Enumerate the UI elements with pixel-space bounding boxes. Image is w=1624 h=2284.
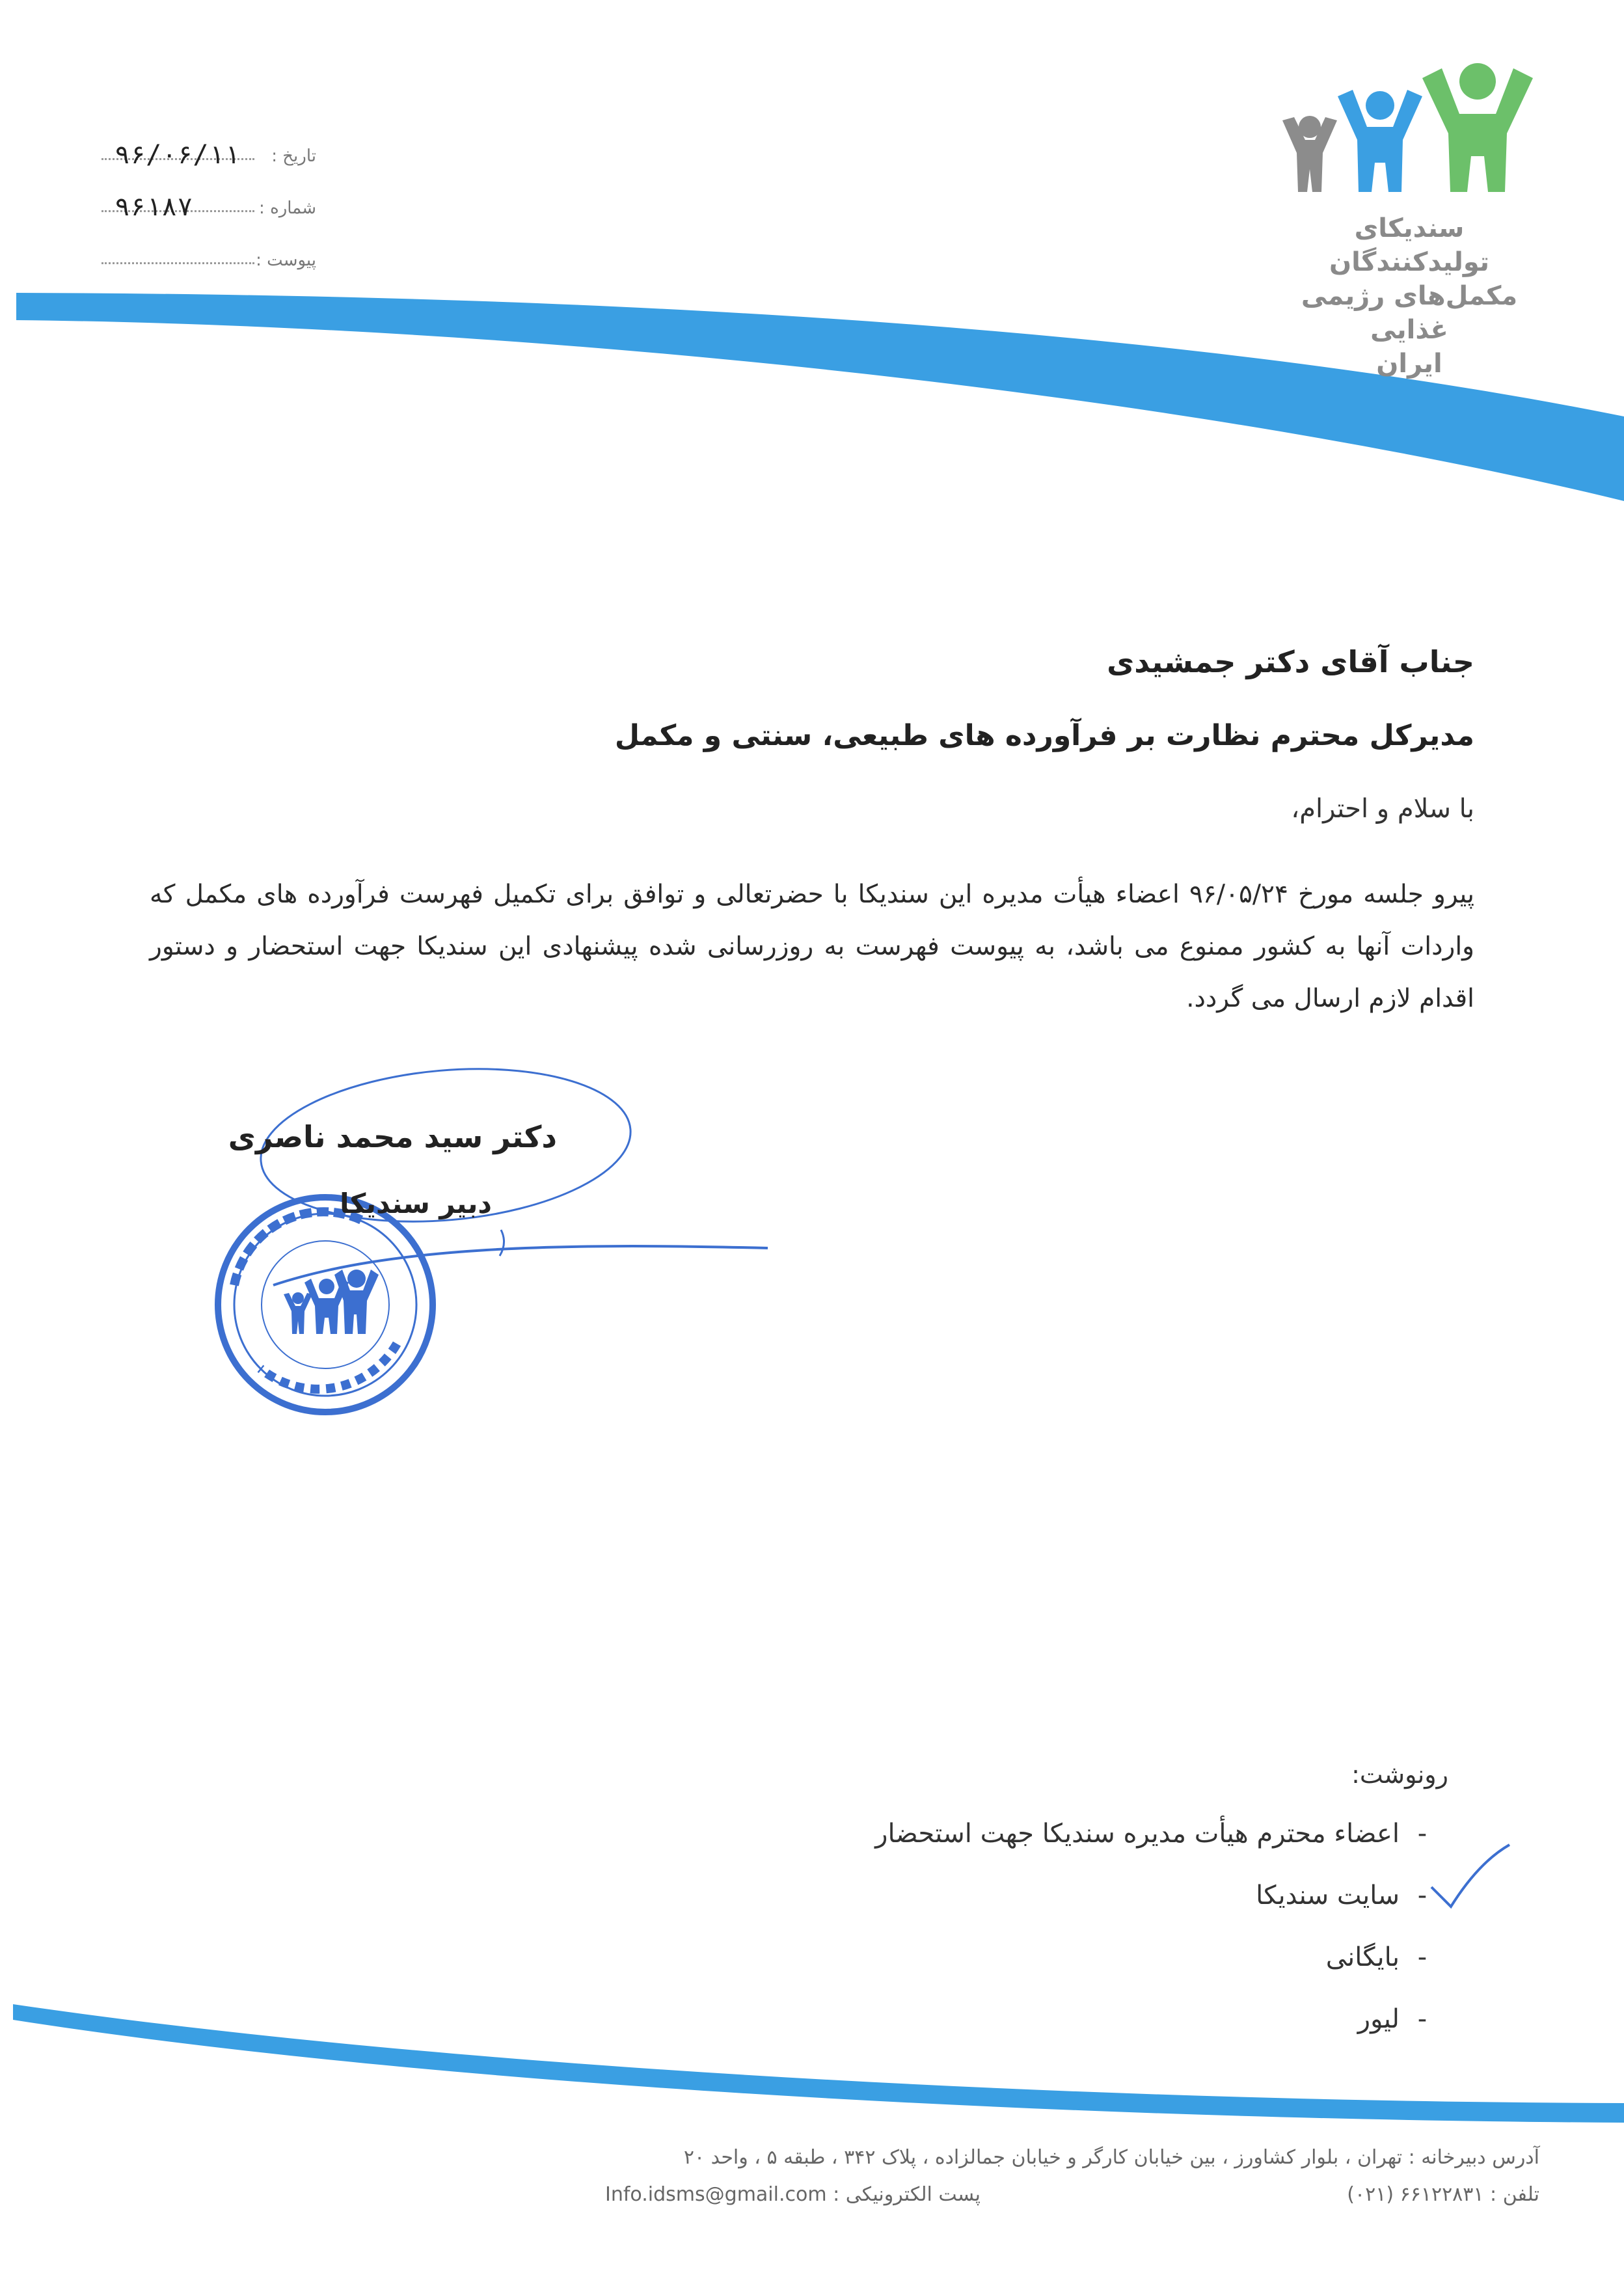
cc-item-label: بایگانی [1325, 1942, 1400, 1972]
org-name-line-2: مکمل‌های رژیمی غذایی [1301, 281, 1518, 345]
signature-and-stamp [195, 1048, 781, 1419]
signatory-name: دکتر سید محمد ناصری [228, 1119, 557, 1154]
recipient-position: مدیرکل محترم نظارت بر فرآورده های طبیعی، سنتی و مکمل [614, 719, 1474, 752]
date-label: تاریخ : [271, 146, 316, 166]
date-field [102, 140, 316, 172]
greeting: با سلام و احترام، [1291, 794, 1474, 824]
letter-paragraph: پیرو جلسه مورخ ۹۶/۰۵/۲۴ اعضاء هیأت مدیره این سندیکا با حضرتعالی و توافق برای تکمیل فهرست فرآورده های مکمل که واردات آنها به کشور ممنوع می باشد، به پیوست فهرست به روزرسانی شده پیشنهادی این سندیکا جهت استحضار و دستور اقدام لازم ارسال می گردد. [150, 880, 1474, 1013]
cc-item-label: سایت سندیکا [1256, 1881, 1400, 1910]
org-name-line-3: ایران [1376, 349, 1442, 379]
cc-title: رونوشت: [1351, 1760, 1448, 1789]
logo-figure-green [1422, 63, 1533, 192]
attachment-label: پیوست : [256, 251, 316, 270]
footer-address: آدرس دبیرخانه : تهران ، بلوار کشاورز ، بین خیابان کارگر و خیابان جمالزاده ، پلاک ۳۴۲ ، طبقه ۵ ، واحد ۲۰ [683, 2146, 1539, 2169]
number-value: ۹۶۱۸۷ [115, 192, 193, 222]
signature-stroke [273, 1246, 768, 1285]
attachment-dotted-line [102, 262, 254, 264]
attachment-field [102, 244, 316, 277]
date-value: ۹۶/۰۶/۱۱ [115, 140, 240, 170]
logo-figure-blue [1338, 90, 1422, 192]
cc-item: -لیور [1357, 2004, 1428, 2034]
footer-phone: تلفن : ۶۶۱۲۲۸۳۱ (۰۲۱) [1347, 2183, 1539, 2206]
signatory-title: دبیر سندیکا [340, 1188, 492, 1219]
logo-figure-gray [1282, 116, 1337, 192]
organization-logo [1276, 59, 1556, 208]
organization-name [1273, 211, 1546, 381]
cc-item-label: اعضاء محترم هیأت مدیره سندیکا جهت استحضار [875, 1819, 1400, 1849]
cc-item: -بایگانی [1325, 1942, 1428, 1972]
organization-stamp [218, 1197, 433, 1412]
cc-item: -سایت سندیکا [1256, 1881, 1428, 1910]
number-field [102, 192, 316, 224]
number-label: شماره : [259, 198, 316, 218]
footer-email: پست الکترونیکی : Info.idsms@gmail.com [605, 2183, 981, 2206]
checkmark-icon [1428, 1842, 1513, 1913]
org-name-line-1: سندیکای تولیدکنندگان [1329, 213, 1489, 277]
cc-item: -اعضاء محترم هیأت مدیره سندیکا جهت استحضار [875, 1819, 1428, 1849]
cc-item-label: لیور [1357, 2004, 1400, 2034]
addressee: جناب آقای دکتر جمشیدی [1107, 644, 1474, 679]
stamp-logo-icon [284, 1270, 379, 1334]
